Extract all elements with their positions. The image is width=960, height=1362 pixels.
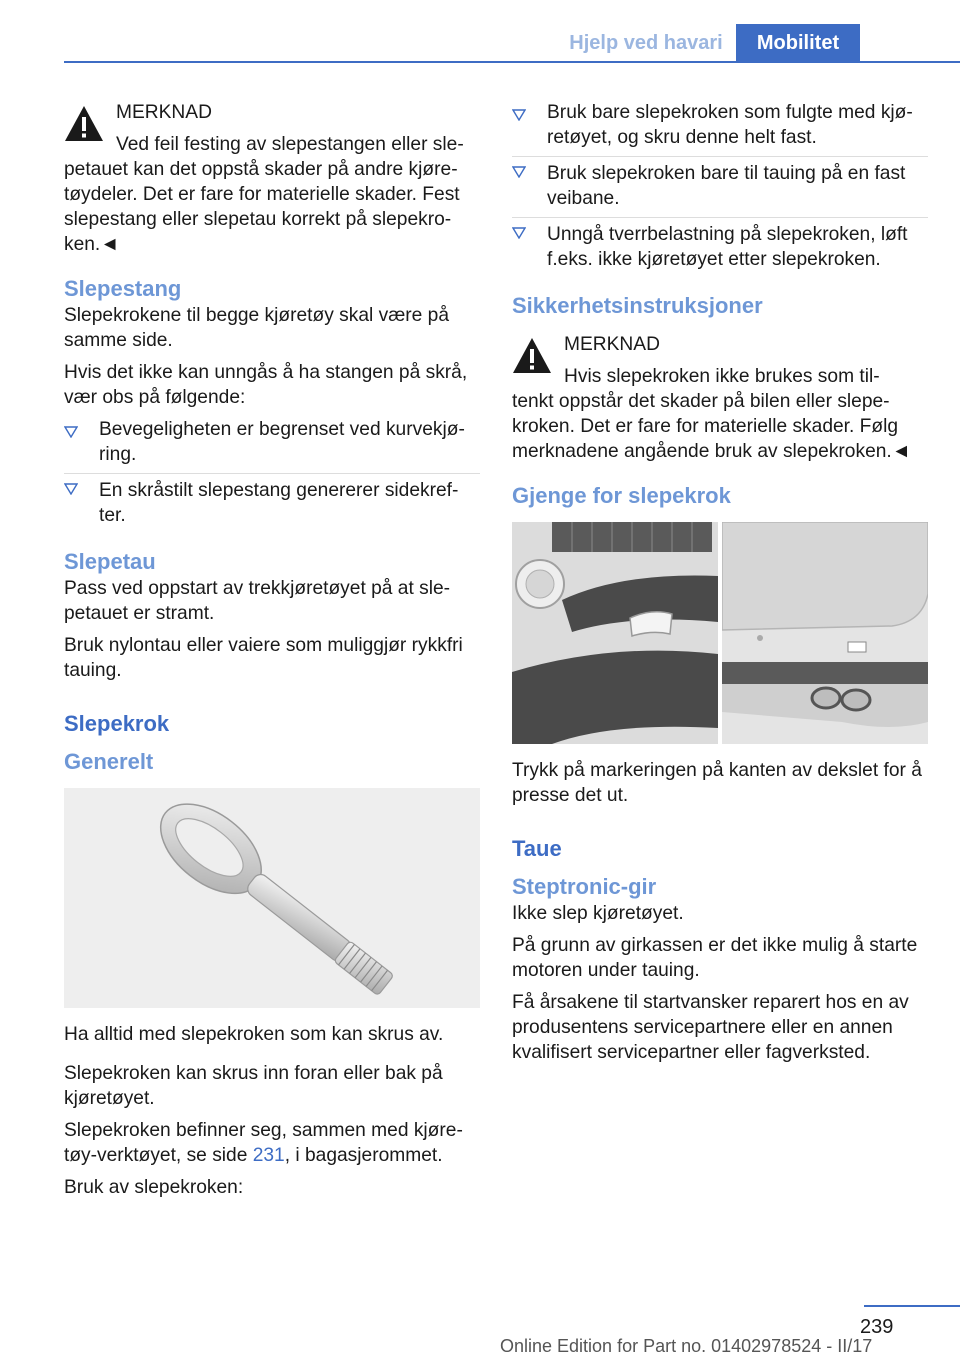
triangle-bullet-icon	[64, 426, 78, 438]
list-item	[512, 156, 928, 217]
list-item-text: Bruk bare slepekroken som fulgte med kjø-retøyet, og skru denne helt fast.	[547, 102, 913, 148]
paragraph: Trykk på markeringen på kanten av dekslet for å presse det ut.	[512, 760, 922, 806]
list-item	[512, 217, 928, 278]
paragraph: Slepekroken kan skrus inn foran eller bak på kjøretøyet.	[64, 1063, 443, 1109]
triangle-bullet-icon	[512, 166, 526, 178]
list-item-text: Bruk slepekroken bare til tauing på en fast veibane.	[547, 163, 906, 209]
notice-title: MERKNAD	[564, 334, 660, 355]
bumper-cover-illustration	[512, 522, 928, 744]
heading-slepestang: Slepestang	[64, 276, 182, 301]
paragraph: Slepekrokene til begge kjøretøy skal være på samme side.	[64, 305, 449, 351]
notice-lead: Ved feil festing av slepestangen eller sle-	[116, 134, 464, 155]
list-item-text: Unngå tverrbelastning på slepekroken, løft f.eks. ikke kjøretøyet etter slepekroken.	[547, 224, 908, 270]
bullet-list	[512, 100, 928, 278]
left-column	[64, 100, 480, 1207]
triangle-bullet-icon	[512, 227, 526, 239]
notice-lead: Hvis slepekroken ikke brukes som til-	[564, 366, 880, 387]
paragraph	[64, 1118, 480, 1168]
notice-text: petauet kan det oppstå skader på andre kjøre-tøydeler. Det er fare for materielle skader. Fest slepestang eller slepetau korrekt på slepekro-ken.◄	[64, 159, 460, 255]
warning-triangle-icon	[64, 104, 104, 144]
right-column	[512, 100, 928, 1072]
notice-box	[512, 332, 928, 464]
paragraph-text: , i bagasjerommet.	[284, 1145, 443, 1166]
triangle-bullet-icon	[64, 483, 78, 495]
list-item-text: Bevegeligheten er begrenset ved kurvekjø-ring.	[99, 419, 465, 465]
paragraph: Bruk av slepekroken:	[64, 1177, 244, 1198]
list-item	[64, 473, 480, 534]
spacer	[64, 690, 480, 704]
notice-text: tenkt oppstår det skader på bilen eller slepe-kroken. Det er fare for materielle skader. Følg merknadene angående bruk av slepekroken.◄	[512, 391, 911, 462]
header-divider	[64, 61, 960, 63]
spacer	[512, 815, 928, 829]
heading-slepekrok: Slepekrok	[64, 711, 170, 736]
list-item	[64, 417, 480, 473]
list-item	[512, 100, 928, 156]
heading-generelt: Generelt	[64, 749, 154, 774]
paragraph-text: Slepekroken befinner seg, sammen med kjøre-tøy-verktøyet, se side	[64, 1120, 463, 1166]
list-item-text: En skråstilt slepestang genererer sidekref-ter.	[99, 480, 459, 526]
heading-sikkerhet: Sikkerhetsinstruksjoner	[512, 293, 763, 318]
heading-gjenge: Gjenge for slepekrok	[512, 483, 731, 508]
tow-hook-icon	[64, 788, 480, 1008]
bumper-cover-icon	[512, 522, 928, 744]
paragraph: Ha alltid med slepekroken som kan skrus av.	[64, 1024, 444, 1045]
paragraph: Bruk nylontau eller vaiere som muliggjør rykkfri tauing.	[64, 635, 463, 681]
heading-steptronic: Steptronic-gir	[512, 874, 657, 899]
notice-box	[64, 100, 480, 257]
notice-title: MERKNAD	[116, 102, 212, 123]
page-link[interactable]: 231	[252, 1145, 285, 1166]
triangle-bullet-icon	[512, 109, 526, 121]
page-number: 239	[860, 1316, 894, 1338]
paragraph: På grunn av girkassen er det ikke mulig å starte motoren under tauing.	[512, 935, 918, 981]
section-tab[interactable]: Hjelp ved havari	[569, 32, 723, 54]
page-header	[0, 0, 960, 62]
heading-taue: Taue	[512, 836, 562, 861]
heading-slepetau: Slepetau	[64, 549, 156, 574]
paragraph: Hvis det ikke kan unngås å ha stangen på skrå, vær obs på følgende:	[64, 362, 468, 408]
chapter-tab[interactable]: Mobilitet	[736, 24, 860, 62]
paragraph: Ikke slep kjøretøyet.	[512, 903, 684, 924]
warning-triangle-icon	[512, 336, 552, 376]
tow-hook-illustration	[64, 788, 480, 1008]
footer-divider	[864, 1305, 960, 1307]
paragraph: Pass ved oppstart av trekkjøretøyet på at sle-petauet er stramt.	[64, 578, 451, 624]
paragraph: Få årsakene til startvansker reparert hos en av produsentens servicepartnere eller en annen kvalifisert servicepartner eller fagverksted.	[512, 992, 909, 1063]
edition-text: Online Edition for Part no. 01402978524 - II/17	[500, 1336, 873, 1356]
bullet-list	[64, 417, 480, 534]
